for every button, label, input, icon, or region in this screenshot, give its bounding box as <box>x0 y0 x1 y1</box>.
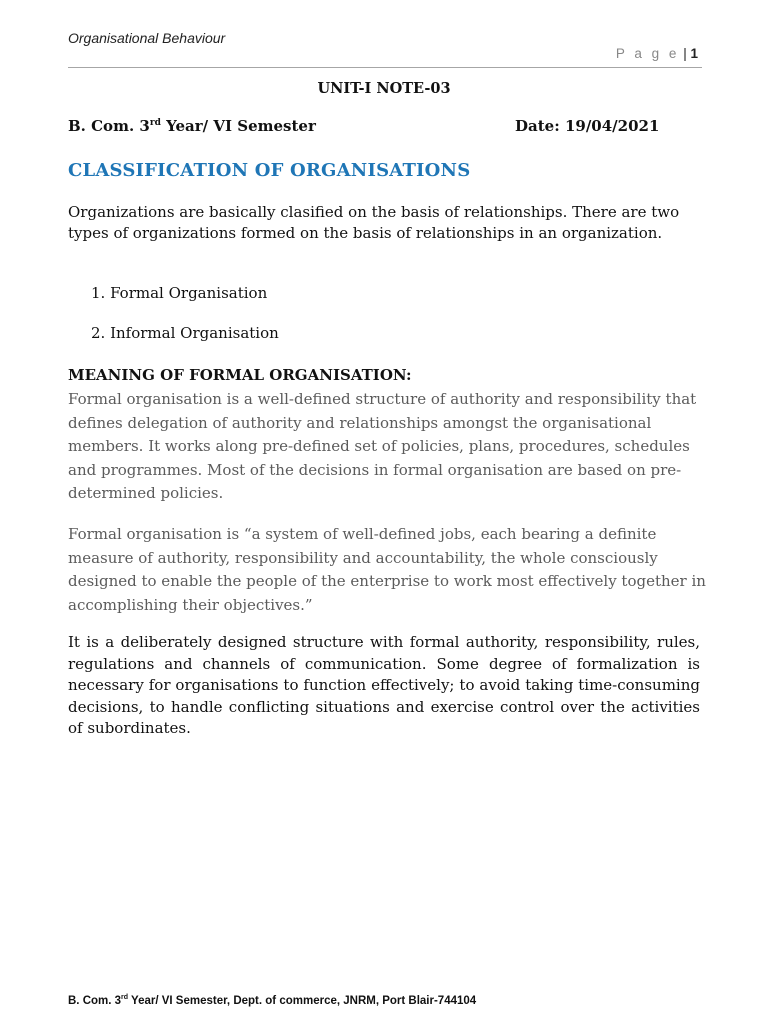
note-date: Date: 19/04/2021 <box>515 117 660 135</box>
footer-suffix: Year/ VI Semester, Dept. of commerce, JNRM, Port Blair-744104 <box>128 995 477 1007</box>
header-title: Organisational Behaviour <box>68 30 226 46</box>
paragraph-quote: Formal organisation is “a system of well-defined jobs, each bearing a definite measure of authority, responsibility and accountability, the whole consciously designed to enable the people of the enterprise to work most effectively together in accomplishing their objectives.” <box>68 525 706 614</box>
paragraph-structure: It is a deliberately designed structure with formal authority, responsibility, rules, regulations and channels of communication. Some degree of formalization is necessary for organisations to function effectively; to avoid taking time-consuming decisions, to handle conflicting situations and exercise control over the activities of subordinates. <box>68 633 700 737</box>
footer-ordinal: rd <box>121 994 129 1001</box>
page-number: 1 <box>690 46 698 61</box>
course-prefix: B. Com. 3 <box>68 117 150 135</box>
footer-prefix: B. Com. 3 <box>68 995 122 1007</box>
course-info <box>68 117 316 135</box>
page-label: P a g e <box>615 46 680 61</box>
page-separator: | <box>683 46 687 61</box>
course-ordinal: rd <box>149 118 161 128</box>
course-suffix: Year/ VI Semester <box>160 117 316 135</box>
page-indicator <box>616 46 698 61</box>
intro-paragraph: Organizations are basically clasified on the basis of relationships. There are two types of organizations formed on the basis of relationships in an organization. <box>68 203 680 242</box>
list-item-formal: 1. Formal Organisation <box>91 284 268 302</box>
footer <box>68 995 476 1007</box>
paragraph-definition: Formal organisation is a well-defined structure of authority and responsibility that defines delegation of authority and relationships amongst the organisational members. It works along pre-defined set of policies, plans, procedures, schedules and programmes. Most of the decisions in formal organisation are based on pre-determined policies. <box>68 390 697 502</box>
section-title: CLASSIFICATION OF ORGANISATIONS <box>68 160 471 181</box>
list-item-informal: 2. Informal Organisation <box>91 324 279 342</box>
header-divider <box>68 67 702 68</box>
subheading: MEANING OF FORMAL ORGANISATION: <box>68 366 412 384</box>
unit-title: UNIT-I NOTE-03 <box>317 80 451 97</box>
